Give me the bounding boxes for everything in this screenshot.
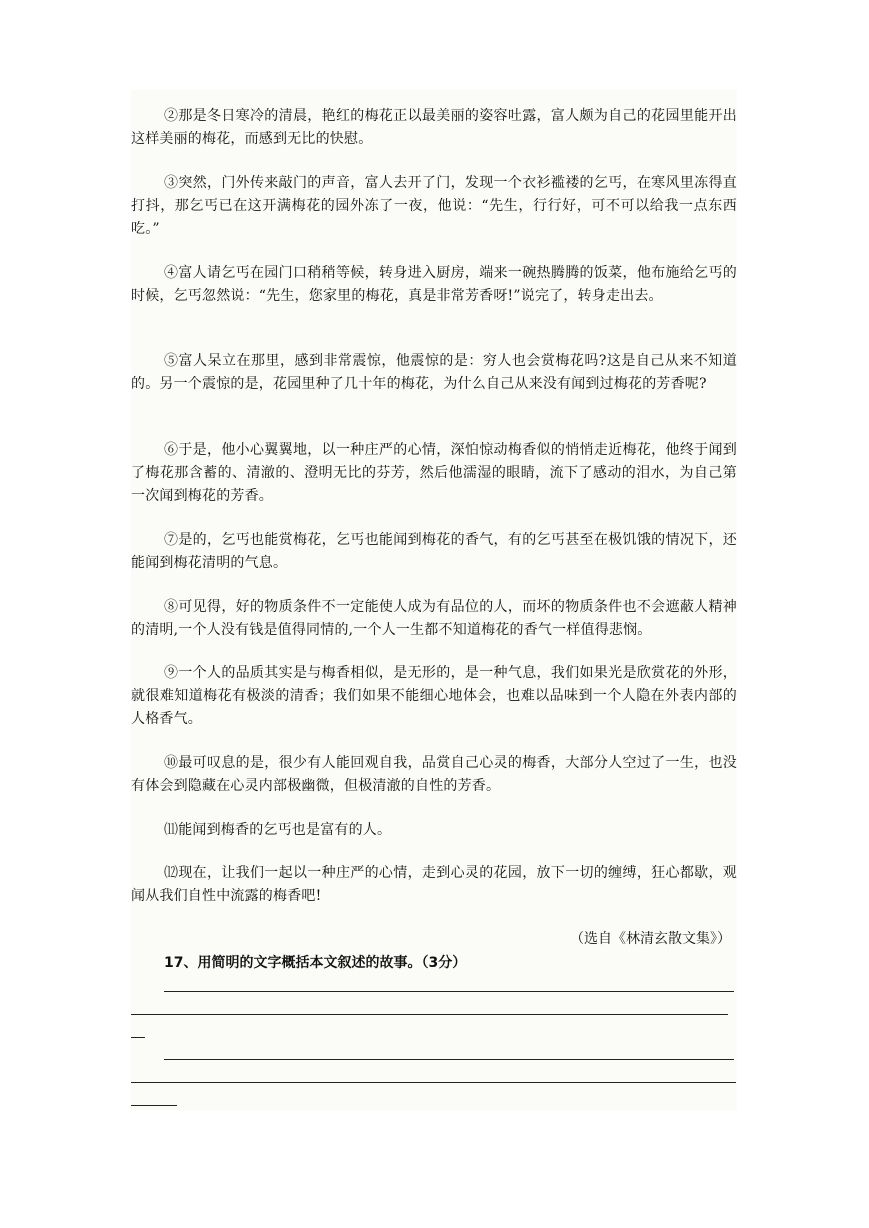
paragraph-7: ⑦是的，乞丐也能赏梅花，乞丐也能闻到梅花的香气，有的乞丐甚至在极饥饿的情况下，还能闻到梅花清明的气息。 — [131, 532, 737, 571]
answer-line-6[interactable] — [131, 1105, 177, 1106]
paragraph-9: ⑨一个人的品质其实是与梅香相似，是无形的，是一种气息，我们如果光是欣赏花的外形，就很难知道梅花有极淡的清香；我们如果不能细心地体会，也难以品味到一个人隐在外表内部的人格香气。 — [131, 665, 737, 727]
answer-line-4[interactable] — [164, 1059, 734, 1060]
paragraph-6: ⑥于是，他小心翼翼地，以一种庄严的心情，深怕惊动梅香似的悄悄走近梅花，他终于闻到了梅花那含蓄的、清澈的、澄明无比的芬芳，然后他濡湿的眼睛，流下了感动的泪水，为自己第一次闻到梅花的芳香。 — [131, 442, 737, 504]
answer-line-5[interactable] — [131, 1082, 736, 1083]
paragraph-2: ②那是冬日寒冷的清晨，艳红的梅花正以最美丽的姿容吐露，富人颇为自己的花园里能开出这样美丽的梅花，而感到无比的快慰。 — [131, 108, 737, 147]
question-17: 17、用简明的文字概括本文叙述的故事。（3分） — [164, 955, 467, 971]
paragraph-3: ③突然，门外传来敲门的声音，富人去开了门，发现一个衣衫褴褛的乞丐，在寒风里冻得直打抖，那乞丐已在这开满梅花的园外冻了一夜，他说：“先生，行行好，可不可以给我一点东西吃。” — [131, 175, 737, 237]
paragraph-4: ④富人请乞丐在园门口稍稍等候，转身进入厨房，端来一碗热腾腾的饭菜，他布施给乞丐的时候，乞丐忽然说：“先生，您家里的梅花，真是非常芳香呀!”说完了，转身走出去。 — [131, 265, 737, 304]
answer-line-2[interactable] — [131, 1014, 728, 1015]
paragraph-11: ⑾能闻到梅香的乞丐也是富有的人。 — [164, 822, 392, 838]
answer-line-3[interactable] — [131, 1037, 145, 1038]
paragraph-5: ⑤富人呆立在那里，感到非常震惊，他震惊的是：穷人也会赏梅花吗?这是自己从来不知道的。另一个震惊的是，花园里种了几十年的梅花，为什么自己从来没有闻到过梅花的芳香呢? — [131, 353, 737, 392]
paragraph-8: ⑧可见得，好的物质条件不一定能使人成为有品位的人，而坏的物质条件也不会遮蔽人精神的清明,一个人没有钱是值得同情的,一个人一生都不知道梅花的香气一样值得悲悯。 — [131, 599, 737, 638]
paragraph-10: ⑩最可叹息的是，很少有人能回观自我，品赏自己心灵的梅香，大部分人空过了一生，也没有体会到隐藏在心灵内部极幽微，但极清澈的自性的芳香。 — [131, 755, 737, 794]
answer-line-1[interactable] — [164, 991, 734, 992]
paragraph-12: ⑿现在，让我们一起以一种庄严的心情，走到心灵的花园，放下一切的缠缚，狂心都歇，观闻从我们自性中流露的梅香吧! — [131, 865, 737, 904]
source-citation: （选自《林清玄散文集》） — [570, 931, 731, 947]
